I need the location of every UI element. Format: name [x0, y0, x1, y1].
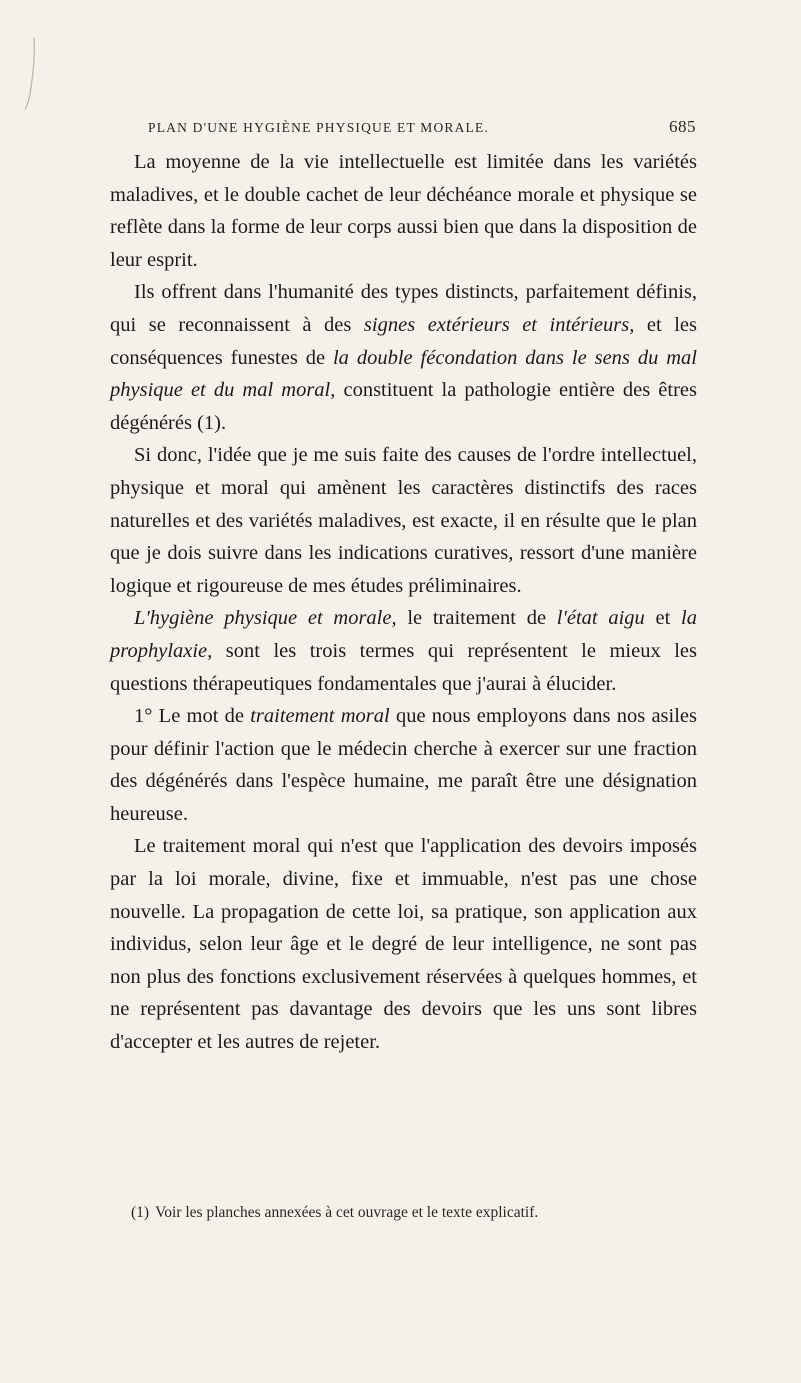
p4-text-a: le traitement de [396, 607, 557, 630]
p2-italic-signes: signes extérieurs et intérieurs, [363, 313, 635, 336]
running-title: PLAN D'UNE HYGIÈNE PHYSIQUE ET MORALE. [148, 120, 490, 135]
p4-text-c: sont les trois termes qui représentent le mieux les questions thérapeutiques fondamentales que j'aurai à élucider. [110, 639, 697, 695]
paragraph-5 [110, 700, 697, 830]
p5-text-b: que nous employons dans nos asiles pour définir l'action que le médecin cherche à exercer sur une fraction des dégénérés dans l'espèce humaine, me paraît être une désignation heureuse. [110, 705, 697, 825]
paragraph-1: La moyenne de la vie intellectuelle est limitée dans les variétés maladives, et le double cachet de leur déchéance morale et physique se reflète dans la forme de leur corps aussi bien que dans la disposition de leur esprit. [110, 151, 697, 271]
paragraph-2 [110, 276, 697, 439]
p4-italic-etat-aigu: l'état aigu [556, 607, 645, 630]
p2-text-b: et les conséquences funestes de [110, 313, 697, 369]
margin-pencil-mark [24, 36, 38, 110]
p4-text-b: et [644, 607, 682, 630]
p4-italic-prophylaxie: la prophylaxie, [110, 607, 697, 662]
p5-italic-traitement-moral: traitement moral [250, 705, 390, 728]
footnote [131, 1202, 701, 1224]
paragraph-6: Le traitement moral qui n'est que l'application des devoirs imposés par la loi morale, divine, fixe et immuable, n'est pas une chose nouvelle. La propagation de cette loi, sa pratique, son application aux individus, selon leur âge et le degré de leur intelligence, ne sont pas non plus des fonctions exclusivement réservées à quelques hommes, et ne représentent pas davantage des devoirs que les uns sont libres d'accepter et les autres de rejeter. [110, 835, 697, 1054]
running-header [148, 117, 696, 143]
footnote-text: Voir les planches annexées à cet ouvrage et le texte explicatif. [155, 1204, 539, 1221]
p5-text-a: 1° Le mot de [134, 705, 251, 728]
body-text [110, 146, 697, 1059]
p2-italic-double-fecondation: la double fécondation dans le sens du mal physique et du mal moral, [110, 346, 697, 402]
paragraph-4 [110, 602, 697, 700]
p4-italic-hygiene: L'hygiène physique et morale, [134, 607, 397, 630]
p2-text-a: Ils offrent dans l'humanité des types distincts, parfaitement définis, qui se reconnaissent à des [110, 281, 697, 336]
page-number: 685 [669, 117, 696, 136]
paragraph-3: Si donc, l'idée que je me suis faite des causes de l'ordre intellectuel, physique et moral qui amènent les caractères distinctifs des races naturelles et des variétés maladives, est exacte, il en résulte que le plan que je dois suivre dans les indications curatives, ressort d'une manière logique et rigoureuse de mes études préliminaires. [110, 444, 697, 597]
footnote-number: (1) [131, 1204, 150, 1221]
p2-text-c: constituent la pathologie entière des êtres dégénérés (1). [110, 379, 697, 434]
